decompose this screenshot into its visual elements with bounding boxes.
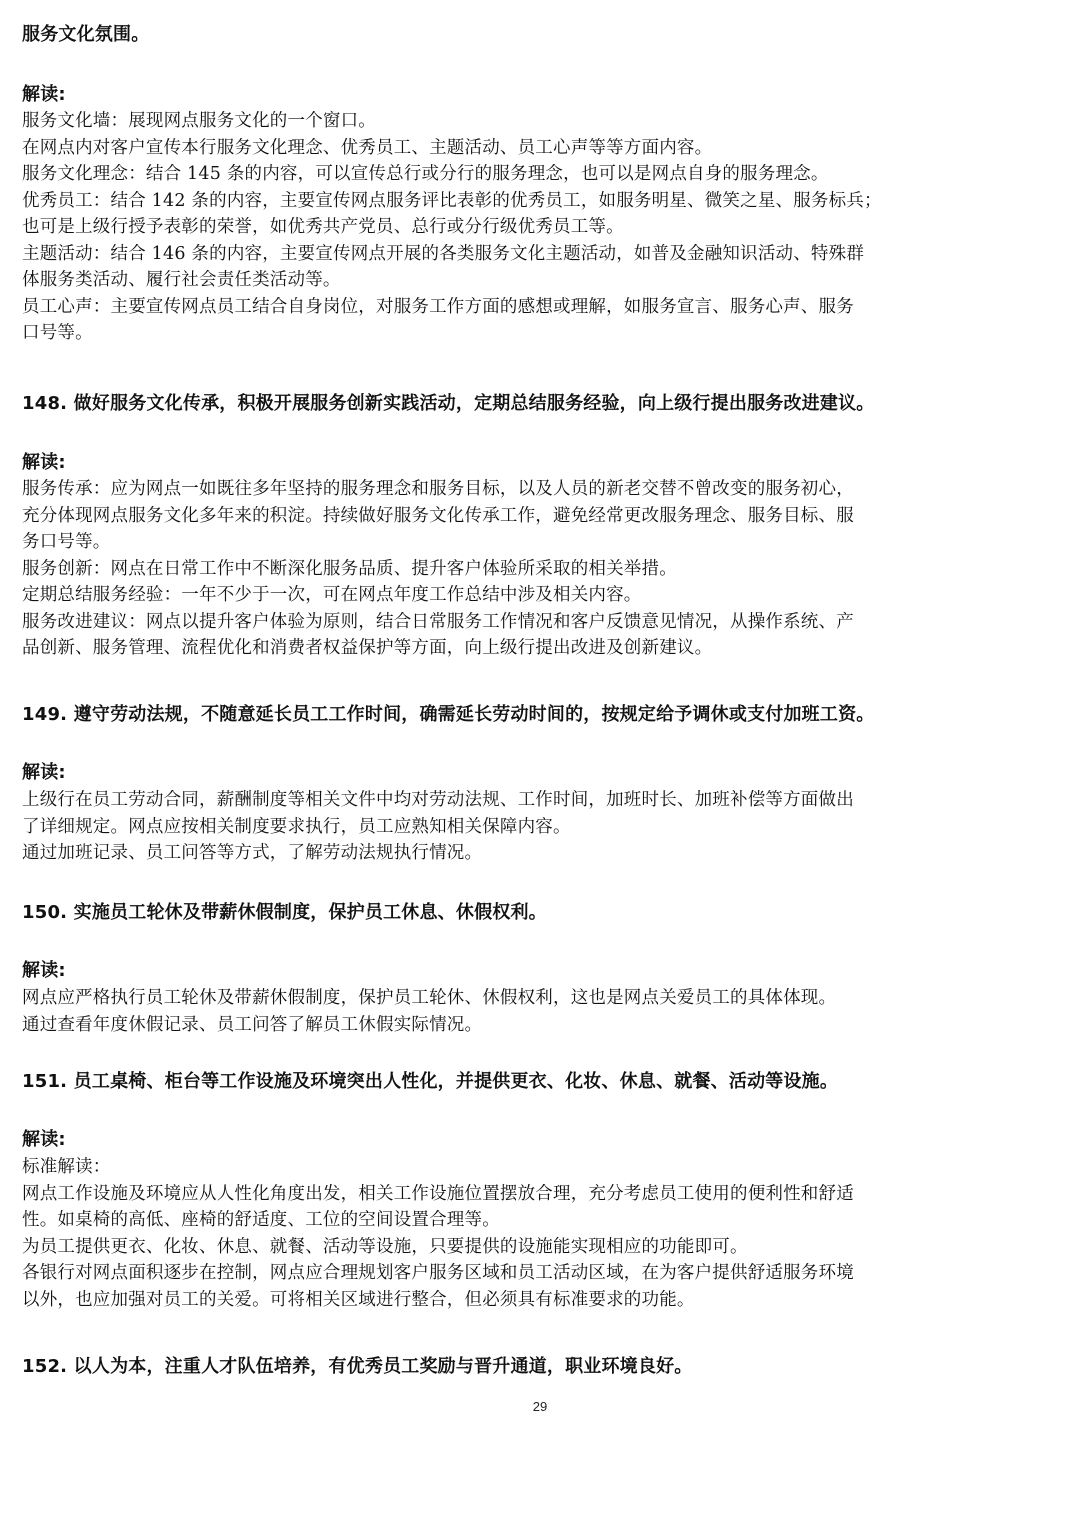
text-line: 务口号等。 — [22, 532, 111, 552]
text-line: 各银行对网点面积逐步在控制，网点应合理规划客户服务区域和员工活动区域，在为客户提供舒适服务环境 — [22, 1263, 854, 1283]
paragraph-block — [22, 476, 1058, 662]
paragraph-block — [22, 985, 1058, 1038]
text-line: 性。如桌椅的高低、座椅的舒适度、工位的空间设置合理等。 — [22, 1210, 500, 1230]
paragraph-block — [22, 1154, 1058, 1313]
text-line: 口号等。 — [22, 323, 93, 343]
text-line: 上级行在员工劳动合同，薪酬制度等相关文件中均对劳动法规、工作时间，加班时长、加班补偿等方面做出 — [22, 790, 854, 810]
heading-text: 150. 实施员工轮休及带薪休假制度，保护员工休息、休假权利。 — [22, 902, 547, 923]
paragraph-block — [22, 787, 1058, 867]
text-line: 网点工作设施及环境应从人性化角度出发，相关工作设施位置摆放合理，充分考虑员工使用的便利性和舒适 — [22, 1183, 854, 1204]
heading-text: 服务文化氛围。 — [22, 24, 150, 45]
heading-service-atmosphere — [22, 22, 1058, 49]
text-line: 为员工提供更衣、化妆、休息、就餐、活动等设施，只要提供的设施能实现相应的功能即可。 — [22, 1236, 748, 1257]
interpretation-label — [22, 82, 1058, 109]
text-line: 也可是上级行授予表彰的荣誉，如优秀共产党员、总行或分行级优秀员工等。 — [22, 217, 624, 237]
page-number: 29 — [532, 1399, 548, 1414]
paragraph-block — [22, 108, 1058, 347]
interpretation-label — [22, 958, 1058, 985]
text-line: 通过查看年度休假记录、员工问答了解员工休假实际情况。 — [22, 1014, 483, 1035]
text-line: 服务改进建议：网点以提升客户体验为原则，结合日常服务工作情况和客户反馈意见情况，从操作系统、产 — [22, 611, 854, 632]
heading-150 — [22, 900, 1058, 927]
text-line: 以外，也应加强对员工的关爱。可将相关区域进行整合，但必须具有标准要求的功能。 — [22, 1289, 695, 1310]
interpretation-label — [22, 760, 1058, 787]
heading-text: 151. 员工桌椅、柜台等工作设施及环境突出人性化，并提供更衣、化妆、休息、就餐、活动等设施。 — [22, 1071, 839, 1092]
label-text: 解读: — [22, 84, 66, 105]
label-text: 解读: — [22, 1129, 66, 1150]
interpretation-label — [22, 1127, 1058, 1154]
text-line: 优秀员工：结合 142 条的内容，主要宣传网点服务评比表彰的优秀员工，如服务明星、微笑之星、服务标兵； — [22, 190, 882, 211]
text-line: 充分体现网点服务文化多年来的积淀。持续做好服务文化传承工作，避免经常更改服务理念、服务目标、服 — [22, 505, 854, 526]
text-line: 网点应严格执行员工轮休及带薪休假制度，保护员工轮休、休假权利，这也是网点关爱员工的具体体现。 — [22, 988, 837, 1008]
heading-152 — [22, 1354, 1058, 1381]
text-line: 主题活动：结合 146 条的内容，主要宣传网点开展的各类服务文化主题活动，如普及金融知识活动、特殊群 — [22, 243, 865, 264]
heading-151 — [22, 1069, 1058, 1096]
heading-148 — [22, 391, 1058, 418]
text-line: 服务文化墙：展现网点服务文化的一个窗口。 — [22, 111, 376, 131]
text-line: 服务文化理念：结合 145 条的内容，可以宣传总行或分行的服务理念，也可以是网点自身的服务理念。 — [22, 164, 829, 184]
text-line: 了详细规定。网点应按相关制度要求执行，员工应熟知相关保障内容。 — [22, 816, 571, 837]
text-line: 服务创新：网点在日常工作中不断深化服务品质、提升客户体验所采取的相关举措。 — [22, 558, 677, 579]
text-line: 通过加班记录、员工问答等方式，了解劳动法规执行情况。 — [22, 843, 483, 863]
text-line: 体服务类活动、履行社会责任类活动等。 — [22, 270, 341, 290]
text-line: 在网点内对客户宣传本行服务文化理念、优秀员工、主题活动、员工心声等等方面内容。 — [22, 137, 713, 158]
interpretation-label — [22, 450, 1058, 477]
heading-text: 149. 遵守劳动法规，不随意延长员工工作时间，确需延长劳动时间的，按规定给予调休或支付加班工资。 — [22, 704, 875, 725]
text-line: 服务传承：应为网点一如既往多年坚持的服务理念和服务目标，以及人员的新老交替不曾改变的服务初心， — [22, 479, 854, 499]
heading-text: 152. 以人为本，注重人才队伍培养，有优秀员工奖励与晋升通道，职业环境良好。 — [22, 1356, 693, 1377]
heading-text: 148. 做好服务文化传承，积极开展服务创新实践活动，定期总结服务经验，向上级行提出服务改进建议。 — [22, 393, 875, 414]
text-line: 标准解读： — [22, 1157, 111, 1177]
text-line: 定期总结服务经验：一年不少于一次，可在网点年度工作总结中涉及相关内容。 — [22, 585, 642, 605]
text-line: 品创新、服务管理、流程优化和消费者权益保护等方面，向上级行提出改进及创新建议。 — [22, 638, 713, 658]
heading-149 — [22, 702, 1058, 729]
label-text: 解读: — [22, 762, 66, 783]
text-line: 员工心声：主要宣传网点员工结合自身岗位，对服务工作方面的感想或理解，如服务宣言、服务心声、服务 — [22, 296, 854, 317]
label-text: 解读: — [22, 452, 66, 473]
label-text: 解读: — [22, 960, 66, 981]
